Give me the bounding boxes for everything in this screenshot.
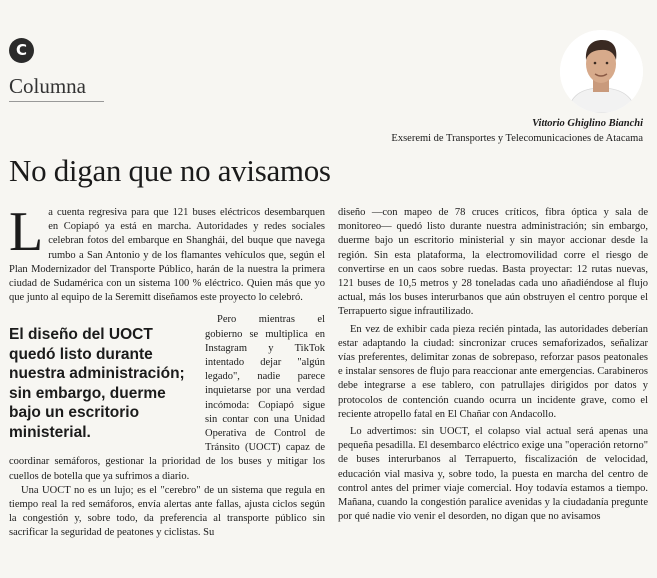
author-name: Vittorio Ghiglino Bianchi — [532, 118, 643, 129]
body-paragraph-3: Una UOCT no es un lujo; es el "cerebro" de un sistema que regula en tiempo real la red semáforos, envía alertas ante fallas, ajusta ciclos según la congestión y, sobre todo, da preferencia al transporte público sin sacrificar la seguridad de peatones y ciclistas. Su — [9, 484, 325, 539]
pull-quote: El diseño del UOCT quedó listo durante nuestra administración; sin embargo, duerme bajo un escritorio ministerial. — [9, 326, 185, 441]
lead-paragraph — [9, 201, 325, 305]
body-paragraph-6: Lo advertimos: sin UOCT, el colapso vial actual será apenas una pequeña pesadilla. El desembarco eléctrico exige una "operación retorno" de buses interurbanos al Terrapuerto, fiscalización de velocidad, educación vial masiva y, sobre todo, la puesta en marcha del centro de control antes del primer viaje comercial. Hoy todavía estamos a tiempo. Mañana, cuando la congestión paralice avenidas y la ciudadanía pregunte por qué nadie vio venir el desorden, no digan que no avisamos — [338, 426, 648, 523]
body-paragraph-5: En vez de exhibir cada pieza recién pintada, las autoridades deberían estar adaptando la ciudad: sincronizar cruces semaforizados, señalizar vías preferentes, delimitar zonas de sobrepaso, reforzar pasos peatonales e instalar sensores de flujo para reaccionar ante emergencias. Carabineros debe integrarse a ese tablero, con patrullajes dirigidos por datos y protocolos de contención cuando ocurra un incidente grave, como el reciente atropello fatal en El Chañar con Andacollo. — [338, 323, 648, 420]
article-column-right — [338, 206, 648, 527]
body-paragraph-2: Pero mientras el gobierno se multiplica en Instagram y TikTok intentado dejar "algún legado", nadie parece inquietarse por una verdad incómoda: Copiapó sigue sin contar con una Unidad Operativa de Control de Tránsito (UOCT) capaz de coordinar semáforos, gestionar la prioridad de los buses y mitigar los cuellos de botella que ya sufrimos a diario. — [9, 314, 325, 482]
author-avatar — [560, 30, 643, 113]
body-paragraph-4: diseño —con mapeo de 78 cruces críticos, fibra óptica y sala de monitoreo— quedó listo durante nuestra administración; sin embargo, duerme bajo un escritorio ministerial y sin mayor accionar desde la región. Sin esta plataforma, la electromovilidad corre el riesgo de convertirse en un caos sobre ruedas. Basta proyectar: 12 rutas nuevas, 121 buses de 10,5 metros y 28 toneladas cada uno añadiéndose al flujo actual, más los buses interurbanos que aún obstruyen el centro porque el Terrapuerto sigue infrautilizado. — [338, 207, 648, 318]
author-portrait-icon — [560, 30, 643, 113]
section-badge: C — [9, 38, 34, 63]
author-role: Exseremi de Transportes y Telecomunicaciones de Atacama — [391, 133, 643, 144]
header-divider — [9, 101, 104, 102]
section-label: Columna — [9, 74, 86, 98]
drop-cap: L — [9, 201, 44, 263]
article-headline: No digan que no avisamos — [9, 153, 331, 188]
article-column-left — [9, 201, 325, 541]
lead-text: a cuenta regresiva para que 121 buses eléctricos desembarquen en Copiapó ya está en marcha. Autoridades y redes sociales celebran fotos del embarque en Shanghái, del buque que navega rumbo a San Antonio y de los flamantes vehículos que, según el Plan Modernizador del Transporte Público, harán de la nuestra la primera ciudad de Sudamérica con un sistema 100 % eléctrico. Quien más que yo que junto al equipo de la Seremitt diseñamos este proyecto lo celebró. — [9, 207, 325, 304]
